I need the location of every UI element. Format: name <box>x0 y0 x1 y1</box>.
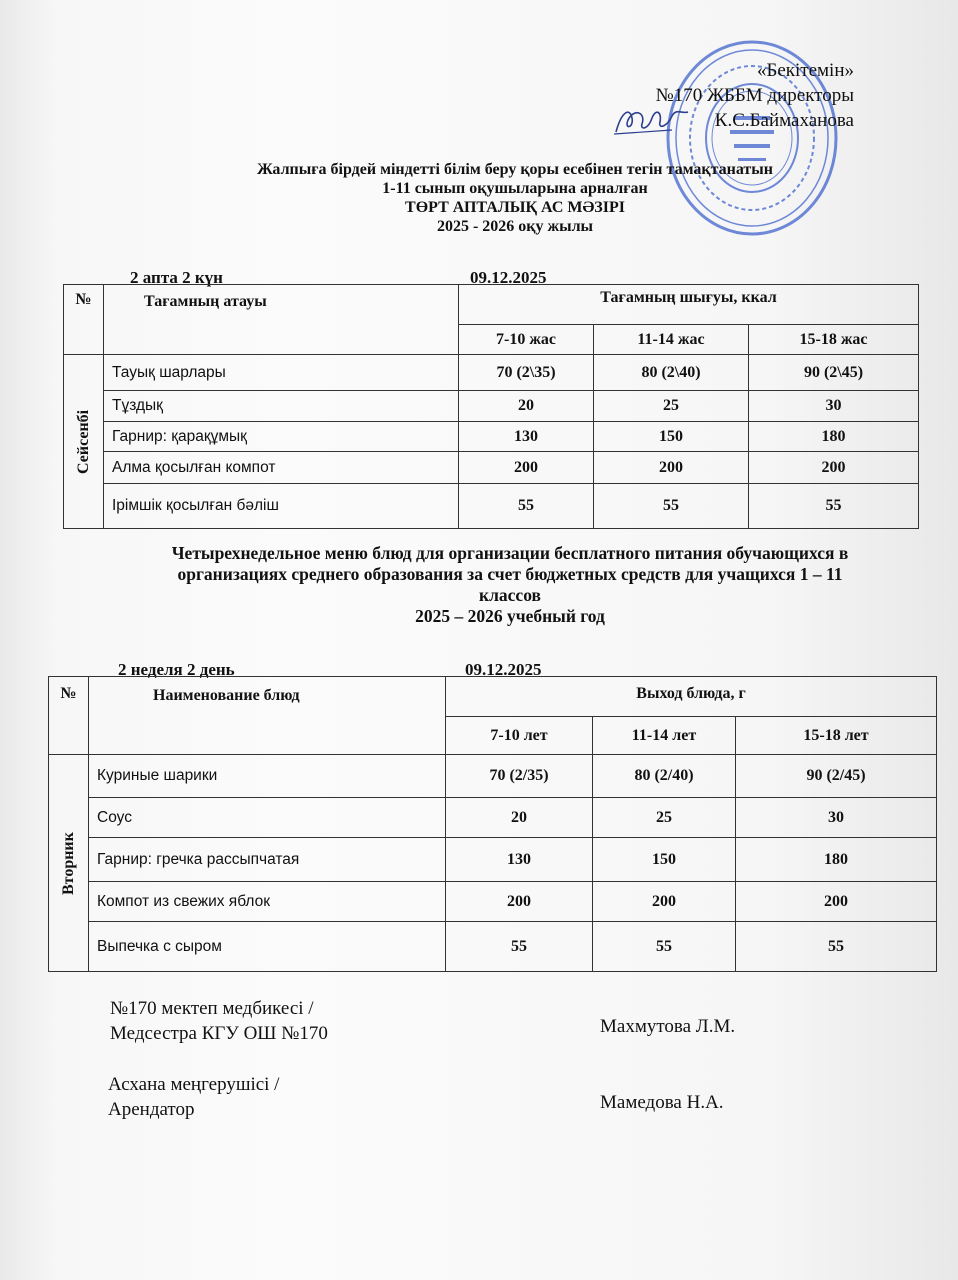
kz-dish-value: 150 <box>594 422 749 452</box>
ru-dish-name: Гарнир: гречка рассыпчатая <box>89 838 446 882</box>
kz-dish-name: Алма қосылған компот <box>104 452 459 484</box>
title-ru-line1: Четырехнедельное меню блюд для организации бесплатного питания обучающихся в <box>171 543 849 563</box>
director-position: №170 ЖББМ директоры <box>655 85 854 106</box>
director-name: К.С.Баймаханова <box>714 110 854 131</box>
kz-dish-value: 25 <box>594 391 749 422</box>
kz-dish-value: 30 <box>749 391 919 422</box>
kz-dish-value: 180 <box>749 422 919 452</box>
title-ru-line4: 2025 – 2026 учебный год <box>415 606 605 626</box>
kz-dish-value: 200 <box>459 452 594 484</box>
title-kz-line3: ТӨРТ АПТАЛЫҚ АС МӘЗІРІ <box>405 199 625 216</box>
kz-dish-value: 55 <box>594 484 749 529</box>
ru-dish-value: 180 <box>736 838 937 882</box>
kz-col-yield-header: Тағамның шығуы, ккал <box>459 285 919 325</box>
ru-col-no-header: № <box>49 677 89 755</box>
ru-dish-value: 70 (2/35) <box>446 755 593 798</box>
canteen-name: Мамедова Н.А. <box>600 1092 724 1113</box>
kz-dish-name: Гарнир: қарақұмық <box>104 422 459 452</box>
ru-dish-value: 200 <box>593 882 736 922</box>
nurse-role <box>110 996 328 1046</box>
kz-date: 09.12.2025 <box>470 268 547 287</box>
title-ru-line2: организациях среднего образования за счет бюджетных средств для учащихся 1 – 11 <box>177 564 843 584</box>
menu-table-kz <box>63 284 919 529</box>
kz-col-name-header: Тағамның атауы <box>104 285 459 355</box>
ru-dish-value: 200 <box>446 882 593 922</box>
ru-dish-name: Куриные шарики <box>89 755 446 798</box>
ru-dish-value: 25 <box>593 798 736 838</box>
kz-week-day: 2 апта 2 күн <box>130 268 223 287</box>
nurse-role-line1: №170 мектеп медбикесі / <box>110 998 314 1019</box>
kz-dish-value: 200 <box>749 452 919 484</box>
kz-col-no-header: № <box>64 285 104 355</box>
kz-dish-value: 130 <box>459 422 594 452</box>
title-kz-line2: 1-11 сынып оқушыларына арналған <box>382 180 648 197</box>
ru-col-yield-header: Выход блюда, г <box>446 677 937 717</box>
ru-dish-value: 55 <box>446 922 593 972</box>
canteen-role-line2: Арендатор <box>108 1099 195 1120</box>
kz-dish-value: 90 (2\45) <box>749 355 919 391</box>
canteen-role-line1: Асхана меңгерушісі / <box>108 1074 280 1095</box>
kz-dish-name: Тұздық <box>104 391 459 422</box>
kz-age-header: 11-14 жас <box>594 325 749 355</box>
kz-dish-name: Ірімшік қосылған бәліш <box>104 484 459 529</box>
title-ru-line3: классов <box>479 585 541 605</box>
ru-day-label: Вторник <box>49 755 89 972</box>
kz-dish-value: 70 (2\35) <box>459 355 594 391</box>
menu-table-ru <box>48 676 937 972</box>
nurse-role-line2: Медсестра КГУ ОШ №170 <box>110 1023 328 1044</box>
ru-week-day: 2 неделя 2 день <box>118 660 235 679</box>
ru-dish-value: 30 <box>736 798 937 838</box>
kz-dish-value: 55 <box>459 484 594 529</box>
ru-dish-value: 130 <box>446 838 593 882</box>
ru-dish-name: Выпечка с сыром <box>89 922 446 972</box>
ru-dish-value: 150 <box>593 838 736 882</box>
ru-age-header: 15-18 лет <box>736 717 937 755</box>
ru-age-header: 11-14 лет <box>593 717 736 755</box>
ru-dish-name: Соус <box>89 798 446 838</box>
ru-dish-value: 55 <box>593 922 736 972</box>
ru-dish-name: Компот из свежих яблок <box>89 882 446 922</box>
director-signature-icon <box>612 104 692 138</box>
ru-col-name-header: Наименование блюд <box>89 677 446 755</box>
canteen-role <box>108 1072 279 1122</box>
ru-dish-value: 200 <box>736 882 937 922</box>
kz-dish-value: 20 <box>459 391 594 422</box>
kz-day-label: Сейсенбі <box>64 355 104 529</box>
menu-title-ru <box>60 543 958 627</box>
approval-title: «Бекітемін» <box>756 60 854 81</box>
ru-dish-value: 20 <box>446 798 593 838</box>
kz-age-header: 7-10 жас <box>459 325 594 355</box>
kz-dish-value: 80 (2\40) <box>594 355 749 391</box>
ru-dish-value: 55 <box>736 922 937 972</box>
ru-date: 09.12.2025 <box>465 660 542 679</box>
menu-title-kz <box>0 160 958 236</box>
nurse-name: Махмутова Л.М. <box>600 1016 736 1037</box>
title-kz-line4: 2025 - 2026 оқу жылы <box>436 218 594 235</box>
title-kz-line1: Жалпыға бірдей міндетті білім беру қоры есебінен тегін тамақтанатын <box>257 161 773 178</box>
kz-dish-name: Тауық шарлары <box>104 355 459 391</box>
ru-dish-value: 80 (2/40) <box>593 755 736 798</box>
kz-dish-value: 200 <box>594 452 749 484</box>
ru-dish-value: 90 (2/45) <box>736 755 937 798</box>
kz-age-header: 15-18 жас <box>749 325 919 355</box>
ru-age-header: 7-10 лет <box>446 717 593 755</box>
kz-dish-value: 55 <box>749 484 919 529</box>
